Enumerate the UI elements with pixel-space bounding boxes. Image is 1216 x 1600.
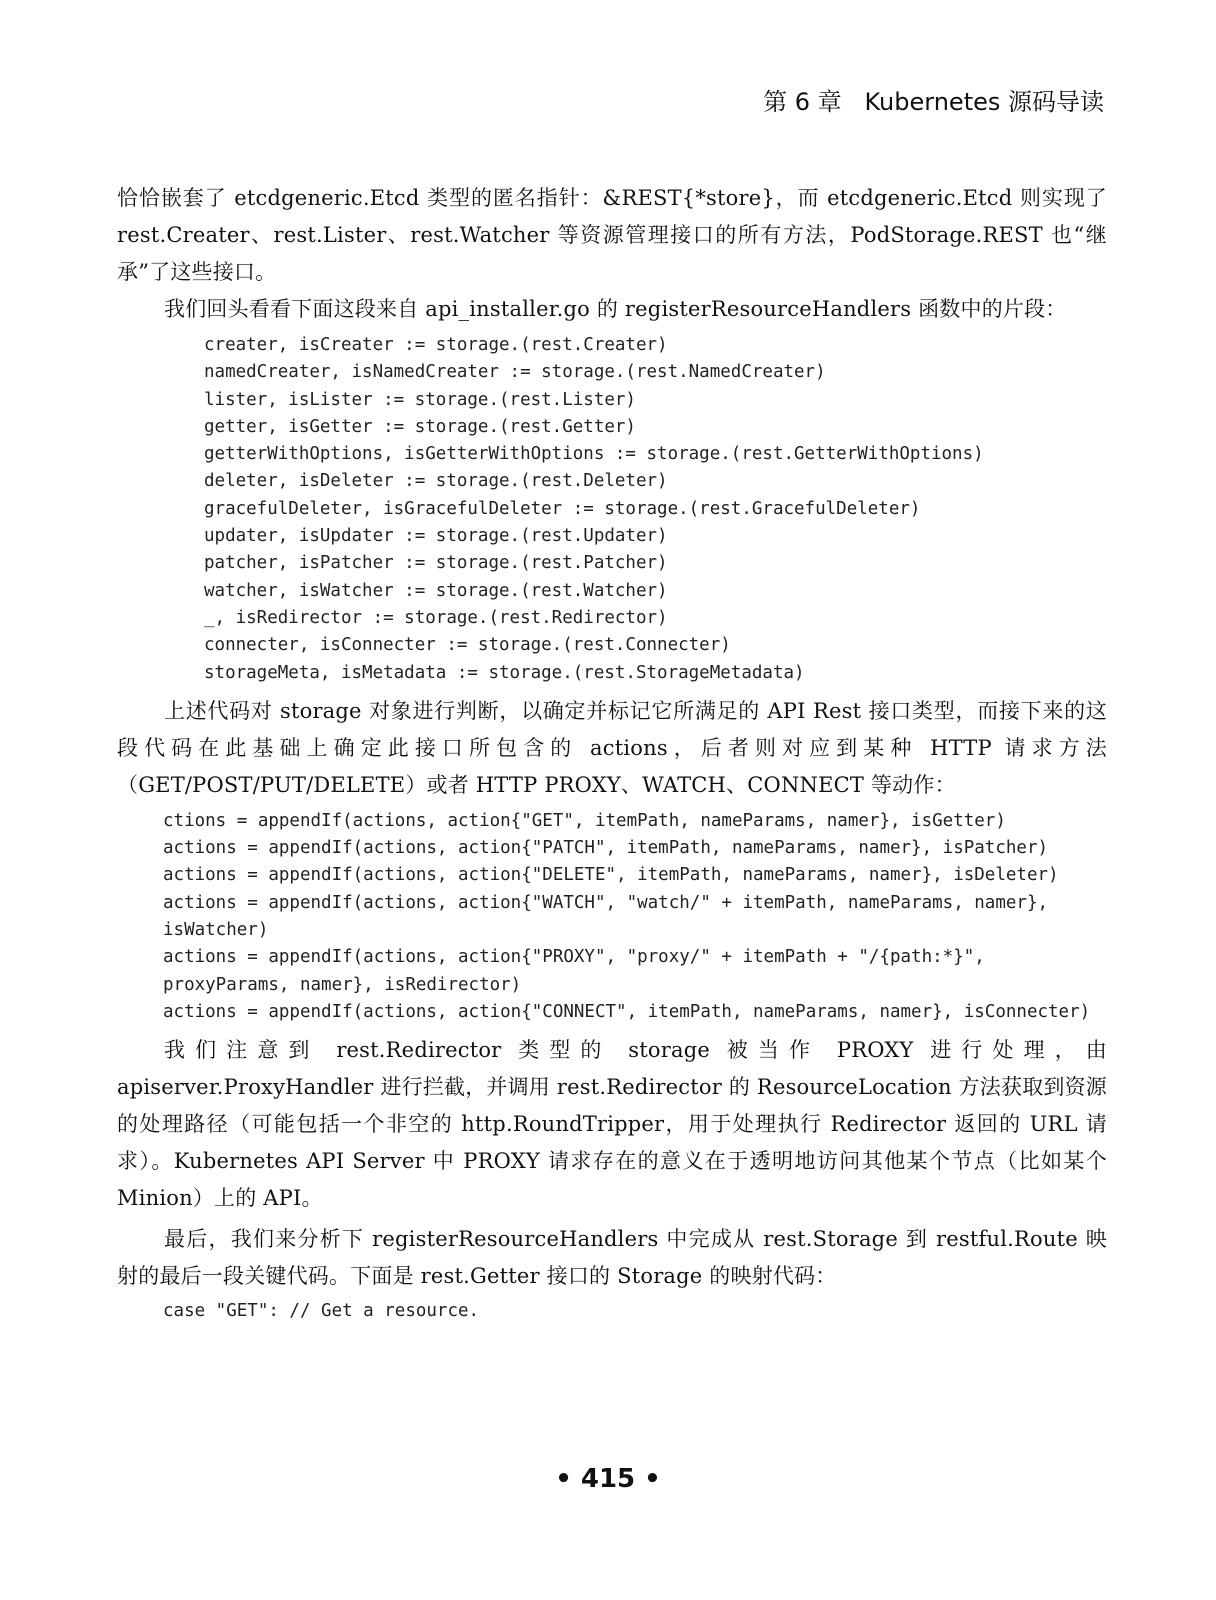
paragraph-1: 恰恰嵌套了 etcdgeneric.Etcd 类型的匿名指针：&REST{*store}，而 etcdgeneric.Etcd 则实现了 rest.Creater、rest.Lister、rest.Watcher 等资源管理接口的所有方法，PodStorage.REST 也“继承”了这些接口。 [117,186,1107,284]
paragraph-3: 上述代码对 storage 对象进行判断，以确定并标记它所满足的 API Rest 接口类型，而接下来的这段代码在此基础上确定此接口所包含的 actions，后者则对应到某种 HTTP 请求方法（GET/POST/PUT/DELETE）或者 HTTP PROXY、WATCH、CONNECT 等动作： [117,698,1107,797]
code-line: ctions = appendIf(actions, action{"GET", itemPath, nameParams, namer}, isGetter) [163,810,1006,831]
chapter-number: 第 6 章 [763,88,842,116]
code-line: getterWithOptions, isGetterWithOptions := storage.(rest.GetterWithOptions) [204,444,984,465]
code-line: updater, isUpdater := storage.(rest.Updater) [204,526,668,547]
code-block-actions [117,804,1107,1032]
code-line: actions = appendIf(actions, action{"WATCH", "watch/" + itemPath, nameParams, namer}, isWatcher) [163,892,1059,941]
code-line: lister, isLister := storage.(rest.Lister) [204,389,636,410]
code-line: connecter, isConnecter := storage.(rest.Connecter) [204,635,731,656]
code-line: actions = appendIf(actions, action{"PATCH", itemPath, nameParams, namer}, isPatcher) [163,838,1049,859]
code-line: gracefulDeleter, isGracefulDeleter := storage.(rest.GracefulDeleter) [204,498,921,519]
code-line: _, isRedirector := storage.(rest.Redirector) [204,607,668,628]
running-header [763,82,1104,117]
page-number: • 415 • [555,1464,661,1494]
code-line: namedCreater, isNamedCreater := storage.(rest.NamedCreater) [204,362,826,383]
code-line: patcher, isPatcher := storage.(rest.Patcher) [204,553,668,574]
code-block-storage-assertions [117,328,1107,693]
paragraph-2: 我们回头看看下面这段来自 api_installer.go 的 registerResourceHandlers 函数中的片段： [164,297,1067,321]
paragraph-5: 最后，我们来分析下 registerResourceHandlers 中完成从 rest.Storage 到 restful.Route 映射的最后一段关键代码。下面是 rest.Getter 接口的 Storage 的映射代码： [117,1227,1107,1289]
code-line: actions = appendIf(actions, action{"CONNECT", itemPath, nameParams, namer}, isConnecter) [163,1001,1091,1022]
code-line: actions = appendIf(actions, action{"DELETE", itemPath, nameParams, namer}, isDeleter) [163,865,1059,886]
code-line: storageMeta, isMetadata := storage.(rest.StorageMetadata) [204,662,805,683]
code-line: case "GET": // Get a resource. [163,1301,480,1322]
code-line: creater, isCreater := storage.(rest.Creater) [204,335,668,355]
code-line: watcher, isWatcher := storage.(rest.Watcher) [204,580,668,601]
paragraph-4: 我们注意到 rest.Redirector 类型的 storage 被当作 PROXY 进行处理，由 apiserver.ProxyHandler 进行拦截，并调用 rest.Redirector 的 ResourceLocation 方法获取到资源的处理路径（可能包括一个非空的 http.RoundTripper，用于处理执行 Redirector 返回的 URL 请求）。Kubernetes API Server 中 PROXY 请求存在的意义在于透明地访问其他某个节点（比如某个 Minion）上的 API。 [117,1038,1108,1211]
code-line: deleter, isDeleter := storage.(rest.Deleter) [204,471,668,492]
page-body [117,180,1107,1321]
code-line: actions = appendIf(actions, action{"PROXY", "proxy/" + itemPath + "/{path:*}", proxyParams, namer}, isRedirector) [163,947,996,995]
chapter-title: Kubernetes 源码导读 [864,88,1104,116]
code-block-get-case [117,1295,1107,1321]
code-line: getter, isGetter := storage.(rest.Getter) [204,416,636,437]
